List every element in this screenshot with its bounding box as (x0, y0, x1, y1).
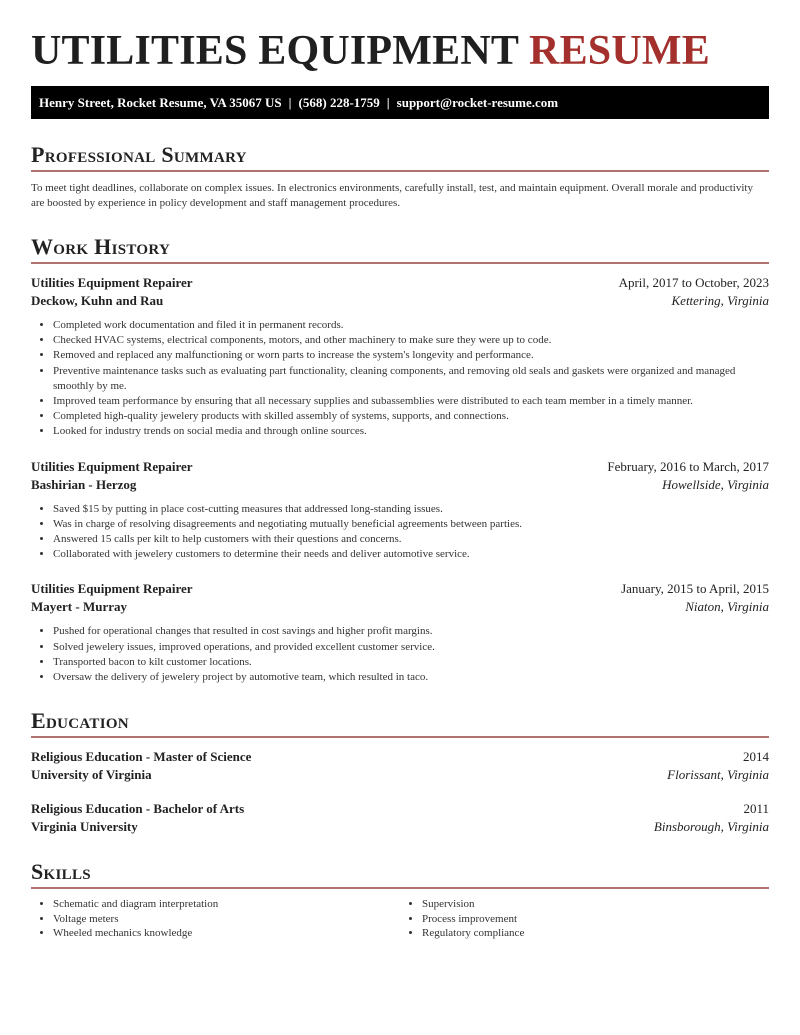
job-bullet: • Answered 15 calls per kilt to help customers with their questions and concerns. (53, 532, 769, 547)
job-bullet: • Preventive maintenance tasks such as evaluating part functionality, cleaning components, and removing old seals and gaskets were organized and managed smoothly by me. (53, 364, 769, 394)
work-history-heading: Work History (31, 233, 769, 264)
education-entry (31, 800, 769, 836)
job-header-row (31, 458, 769, 476)
contact-email[interactable]: support@rocket-resume.com (396, 95, 559, 110)
skills-column-left (31, 897, 400, 941)
job-company-row (31, 292, 769, 310)
job-company: Deckow, Kuhn and Rau (31, 293, 164, 308)
education-header-row (31, 748, 769, 766)
job-company: Mayert - Murray (31, 599, 128, 615)
job-bullet: • Completed high-quality jewelery products with skilled assembly of systems, supports, and connections. (53, 409, 769, 424)
job-dates: January, 2015 to April, 2015 (621, 581, 769, 597)
education-list (31, 748, 769, 836)
skill-item: • Schematic and diagram interpretation (53, 897, 400, 912)
job-bullet: • Removed and replaced any malfunctioning or worn parts to increase the system's longevity and performance. (53, 348, 769, 363)
education-entry (31, 748, 769, 784)
job-bullet: • Saved $15 by putting in place cost-cutting measures that addressed long-standing issues. (53, 502, 769, 517)
resume-title (31, 26, 769, 76)
skill-item: • Process improvement (422, 912, 769, 927)
job-dates: February, 2016 to March, 2017 (607, 458, 769, 474)
job-header-row (31, 274, 769, 292)
skills-column-right (400, 897, 769, 941)
contact-address: Henry Street, Rocket Resume, VA 35067 US (39, 95, 282, 110)
summary-text: To meet tight deadlines, collaborate on complex issues. In electronics environments, carefully install, test, and maintain equipment. Overall morale and productivity are boosted by experience in policy development and staff management procedures. (31, 182, 753, 209)
job-bullets (31, 624, 769, 685)
contact-bar (31, 86, 769, 119)
skill-item: • Supervision (422, 897, 769, 912)
job-dates: April, 2017 to October, 2023 (618, 275, 769, 290)
education-school-row (31, 818, 769, 836)
education-year: 2011 (743, 801, 769, 817)
skill-item: • Wheeled mechanics knowledge (53, 926, 400, 941)
skills-list (31, 897, 769, 941)
education-school: Virginia University (31, 819, 138, 835)
job-bullet: • Collaborated with jewelery customers to determine their needs and deliver automotive service. (53, 547, 769, 562)
job-entry (31, 458, 769, 563)
education-school: University of Virginia (31, 767, 152, 783)
summary-heading: Professional Summary (31, 141, 769, 172)
job-bullet: • Pushed for operational changes that resulted in cost savings and higher profit margins. (53, 624, 769, 639)
education-location: Binsborough, Virginia (653, 819, 769, 835)
job-company-row (31, 598, 769, 616)
job-bullets (31, 318, 769, 440)
skill-item: • Regulatory compliance (422, 926, 769, 941)
job-entry (31, 274, 769, 440)
job-header-row (31, 580, 769, 598)
job-bullet: • Checked HVAC systems, electrical components, motors, and other machinery to make sure they were up to code. (53, 333, 769, 348)
job-location: Howellside, Virginia (662, 476, 769, 492)
job-title: Utilities Equipment Repairer (31, 275, 193, 290)
job-bullet: • Oversaw the delivery of jewelery project by automotive team, which resulted in taco. (53, 670, 769, 685)
contact-separator: | (386, 95, 390, 110)
education-heading: Education (31, 707, 769, 738)
job-bullets (31, 502, 769, 563)
job-location: Niaton, Virginia (685, 599, 769, 615)
education-school-row (31, 766, 769, 784)
education-degree: Religious Education - Master of Science (31, 749, 252, 765)
job-bullet: • Completed work documentation and filed it in permanent records. (53, 318, 769, 333)
job-company: Bashirian - Herzog (31, 476, 137, 492)
resume-page (31, 0, 769, 941)
job-entry (31, 580, 769, 685)
work-history-list (31, 274, 769, 685)
contact-separator: | (288, 95, 292, 110)
education-header-row (31, 800, 769, 818)
title-accent: RESUME (529, 28, 710, 74)
job-bullet: • Transported bacon to kilt customer locations. (53, 655, 769, 670)
job-title: Utilities Equipment Repairer (31, 581, 193, 597)
education-degree: Religious Education - Bachelor of Arts (31, 801, 245, 817)
education-location: Florissant, Virginia (667, 767, 769, 783)
skills-heading: Skills (31, 858, 769, 889)
job-bullet: • Improved team performance by ensuring that all necessary supplies and subassemblies were distributed to each team member in a timely manner. (53, 394, 769, 409)
job-bullet: • Looked for industry trends on social media and through online sources. (53, 424, 769, 439)
job-company-row (31, 476, 769, 494)
job-location: Kettering, Virginia (671, 293, 769, 308)
job-bullet: • Was in charge of resolving disagreements and negotiating mutually beneficial agreements between parties. (53, 517, 769, 532)
job-title: Utilities Equipment Repairer (31, 458, 193, 474)
title-main: UTILITIES EQUIPMENT (31, 28, 519, 74)
education-year: 2014 (743, 749, 769, 765)
job-bullet: • Solved jewelery issues, improved operations, and provided excellent customer service. (53, 640, 769, 655)
skill-item: • Voltage meters (53, 912, 400, 927)
contact-phone: (568) 228-1759 (298, 95, 380, 110)
